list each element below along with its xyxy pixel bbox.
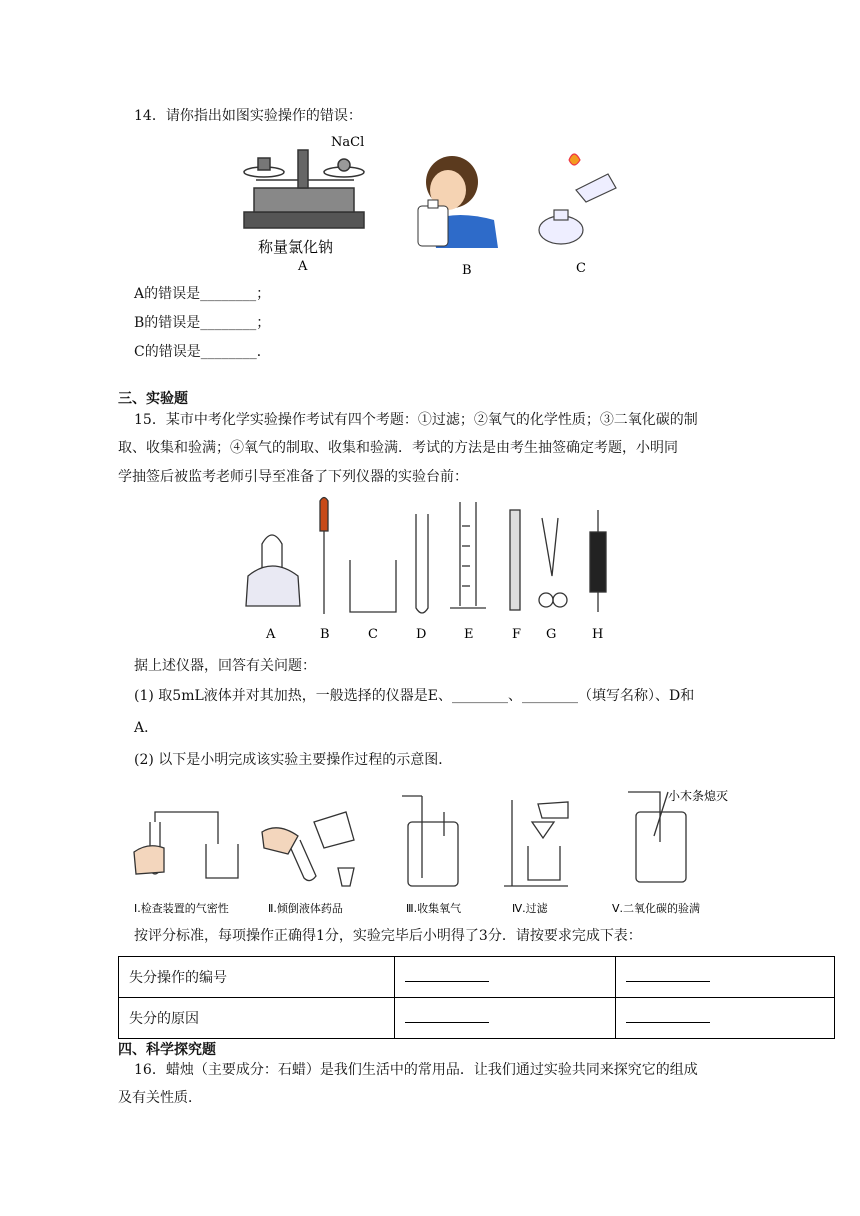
score-table — [118, 956, 835, 1039]
stick-label: 小木条熄灭 — [668, 789, 729, 803]
row-label-reason: 失分的原因 — [119, 998, 395, 1039]
alcohol-lamp-icon — [539, 154, 616, 244]
airtightness-check-icon — [134, 812, 238, 878]
q14-answer-c: C的错误是________． — [134, 344, 271, 360]
figure-label-a: A — [298, 259, 308, 274]
step-caption-3: Ⅲ.收集氧气 — [406, 902, 462, 915]
q15-part2: (2) 以下是小明完成该实验主要操作过程的示意图． — [134, 752, 453, 768]
gas-collection-icon — [402, 796, 458, 886]
operation-steps-figure — [128, 782, 748, 918]
operation-blank-2[interactable] — [616, 957, 835, 998]
alcohol-lamp-icon — [246, 535, 300, 606]
balance-icon — [244, 150, 364, 228]
section3-heading: 三、实验题 — [118, 391, 188, 407]
nacl-label: NaCl — [331, 135, 365, 150]
pouring-liquid-icon — [262, 812, 354, 886]
instrument-label-a: A — [266, 627, 276, 642]
q15-part1-line1: (1) 取5mL液体并对其加热，一般选择的仪器是E、________、________（填写名称）、D和 — [134, 688, 695, 704]
section4-heading: 四、科学探究题 — [118, 1042, 216, 1058]
q16-line-1: 16．蜡烛（主要成分：石蜡）是我们生活中的常用品．让我们通过实验共同来探究它的组成 — [134, 1062, 698, 1078]
instrument-label-g: G — [546, 627, 557, 642]
step-caption-5: Ⅴ.二氧化碳的验满 — [612, 902, 701, 915]
q14-figure — [236, 130, 636, 280]
q15-intro-2: 取、收集和验满；④氧气的制取、收集和验满．考试的方法是由考生抽签确定考题，小明同 — [118, 440, 678, 456]
q15-part1-line2: A． — [134, 720, 159, 736]
reason-blank-1[interactable] — [395, 998, 616, 1039]
co2-test-icon — [628, 792, 686, 882]
q16-line-2: 及有关性质． — [118, 1090, 202, 1106]
instrument-label-h: H — [592, 627, 604, 642]
dropper-icon — [320, 498, 328, 615]
balance-caption: 称量氯化钠 — [258, 238, 334, 256]
row-label-operation: 失分操作的编号 — [119, 957, 395, 998]
table-row — [119, 957, 835, 998]
instrument-label-d: D — [416, 627, 427, 642]
instrument-label-c: C — [368, 627, 378, 642]
tongs-icon — [539, 518, 567, 607]
instruments-figure — [240, 496, 620, 646]
instrument-label-b: B — [320, 627, 330, 642]
table-row — [119, 998, 835, 1039]
q15-scoring: 按评分标准，每项操作正确得1分，实验完毕后小明得了3分．请按要求完成下表： — [134, 928, 642, 944]
figure-label-c: C — [576, 261, 586, 276]
test-tube-holder-icon — [510, 510, 520, 610]
step-caption-2: Ⅱ.倾倒液体药品 — [268, 902, 343, 915]
q15-intro-1: 15．某市中考化学实验操作考试有四个考题：①过滤；②氧气的化学性质；③二氧化碳的制 — [134, 412, 698, 428]
figure-label-b: B — [462, 263, 472, 278]
q14-answer-b: B的错误是________； — [134, 315, 271, 331]
reason-blank-2[interactable] — [616, 998, 835, 1039]
filtration-icon — [504, 800, 568, 886]
q15-intro-3: 学抽签后被监考老师引导至准备了下列仪器的实验台前： — [118, 469, 468, 485]
instrument-label-e: E — [464, 627, 474, 642]
person-smelling-icon — [418, 156, 498, 248]
q14-title: 14．请你指出如图实验操作的错误： — [134, 108, 362, 124]
operation-blank-1[interactable] — [395, 957, 616, 998]
graduated-cylinder-icon — [450, 502, 486, 608]
q14-answer-a: A的错误是________； — [134, 286, 271, 302]
step-caption-4: Ⅳ.过滤 — [512, 902, 548, 915]
step-caption-1: Ⅰ.检查装置的气密性 — [134, 902, 229, 915]
beaker-icon — [350, 560, 396, 612]
q15-prompt: 据上述仪器，回答有关问题： — [134, 658, 316, 674]
brush-icon — [590, 510, 606, 612]
test-tube-icon — [416, 514, 428, 613]
instrument-label-f: F — [512, 627, 522, 642]
